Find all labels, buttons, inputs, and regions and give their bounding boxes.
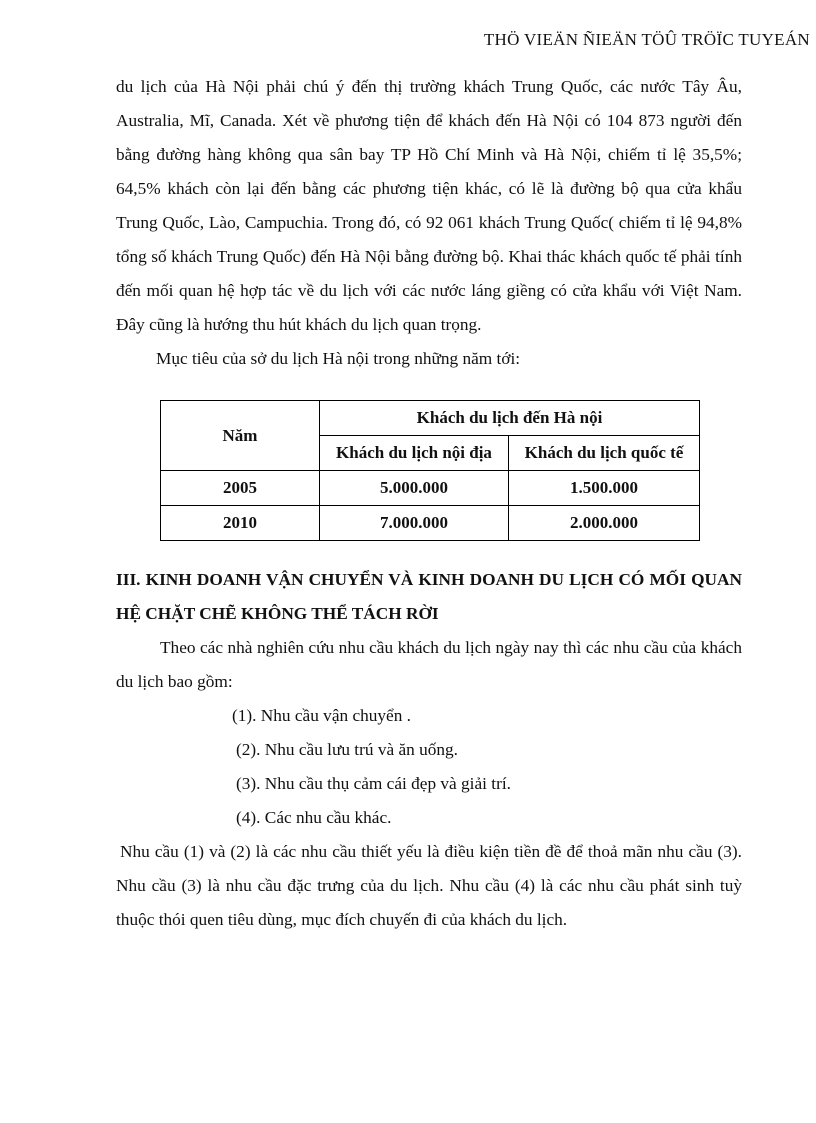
- paragraph-tourism-markets: du lịch của Hà Nội phải chú ý đến thị trường khách Trung Quốc, các nước Tây Âu, Australia, Mĩ, Canada. Xét về phương tiện để khách đến Hà Nội có 104 873 người đến bằng đường hàng không qua sân bay TP Hồ Chí Minh và Hà Nội, chiếm tỉ lệ 35,5%; 64,5% khách còn lại đến bằng các phương tiện khác, có lẽ là đường bộ qua cửa khẩu Trung Quốc, Lào, Campuchia. Trong đó, có 92 061 khách Trung Quốc( chiếm tỉ lệ 94,8% tổng số khách Trung Quốc) đến Hà Nội bằng đường bộ. Khai thác khách quốc tế phải tính đến mối quan hệ hợp tác về du lịch với các nước láng giềng có cửa khẩu với Việt Nam. Đây cũng là hướng thu hút khách du lịch quan trọng.: [116, 77, 742, 334]
- row-domestic: 7.000.000: [320, 506, 509, 541]
- row-domestic: 5.000.000: [320, 471, 509, 506]
- paragraph-needs-conclusion: Nhu cầu (1) và (2) là các nhu cầu thiết yếu là điều kiện tiền đề để thoả mãn nhu cầu (3). Nhu cầu (3) là nhu cầu đặc trưng của du lịch. Nhu cầu (4) là các nhu cầu phát sinh tuỳ thuộc thói quen tiêu dùng, mục đích chuyến đi của khách du lịch.: [116, 842, 742, 929]
- row-year: 2005: [161, 471, 320, 506]
- row-international: 1.500.000: [509, 471, 700, 506]
- list-item: (3). Nhu cầu thụ cảm cái đẹp và giải trí.: [236, 774, 511, 793]
- group-column-header: Khách du lịch đến Hà nội: [320, 401, 700, 436]
- list-item: (4). Các nhu cầu khác.: [236, 808, 392, 827]
- domestic-column-header: Khách du lịch nội địa: [320, 436, 509, 471]
- table-row: [161, 506, 700, 541]
- table-header-row: [161, 401, 700, 436]
- year-column-header: Năm: [161, 401, 320, 471]
- row-international: 2.000.000: [509, 506, 700, 541]
- paragraph-needs-intro: Theo các nhà nghiên cứu nhu cầu khách du lịch ngày nay thì các nhu cầu của khách du lịch bao gồm:: [116, 638, 742, 691]
- tourist-targets-table-wrapper: [160, 400, 700, 541]
- list-item: (1). Nhu cầu vận chuyển .: [232, 706, 411, 725]
- row-year: 2010: [161, 506, 320, 541]
- paragraph-goals-intro: Mục tiêu của sở du lịch Hà nội trong những năm tới:: [156, 349, 521, 368]
- list-item: (2). Nhu cầu lưu trú và ăn uống.: [236, 740, 458, 759]
- tourist-targets-table: [160, 400, 700, 541]
- document-body: [116, 70, 742, 937]
- section-heading: III. KINH DOANH VẬN CHUYỂN VÀ KINH DOANH DU LỊCH CÓ MỐI QUAN HỆ CHẶT CHẼ KHÔNG THỂ TÁCH RỜI: [116, 570, 742, 623]
- international-column-header: Khách du lịch quốc tế: [509, 436, 700, 471]
- table-row: [161, 471, 700, 506]
- page-header: THÖ VIEÄN ÑIEÄN TÖÛ TRÖÏC TUYEÁN: [483, 30, 810, 49]
